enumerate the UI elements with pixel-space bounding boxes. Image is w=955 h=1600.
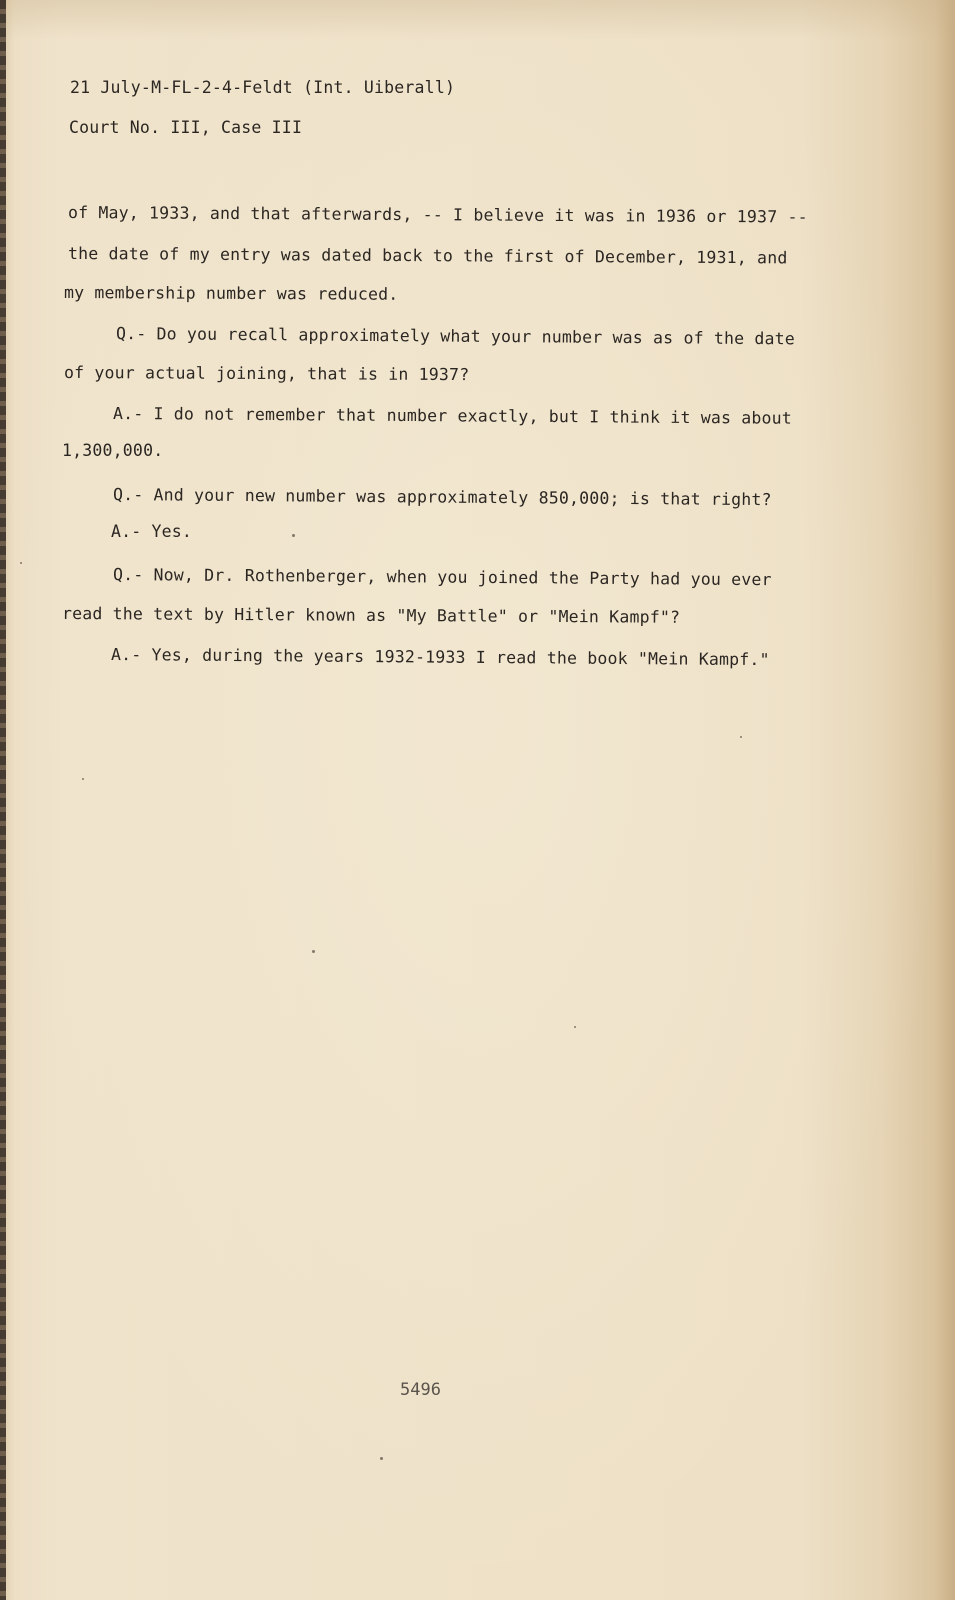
- answer-line: A.- I do not remember that number exactly, but I think it was about: [112, 404, 793, 428]
- paper-speck: [574, 1026, 576, 1028]
- question-line: Q.- And your new number was approximately 850,000; is that right?: [112, 485, 772, 510]
- header-line-1: 21 July-M-FL-2-4-Feldt (Int. Uiberall): [70, 78, 456, 97]
- question-line: Q.- Now, Dr. Rothenberger, when you joined the Party had you ever: [112, 565, 772, 590]
- answer-line: A.- Yes.: [111, 522, 193, 541]
- body-line: the date of my entry was dated back to the first of December, 1931, and: [67, 244, 788, 268]
- body-line: read the text by Hitler known as "My Battle" or "Mein Kampf"?: [61, 604, 681, 627]
- question-line: Q.- Do you recall approximately what your number was as of the date: [115, 324, 796, 349]
- paper-speck: [82, 778, 84, 780]
- body-line: of May, 1933, and that afterwards, -- I believe it was in 1936 or 1937 --: [67, 203, 808, 227]
- body-line: of your actual joining, that is in 1937?: [63, 363, 470, 385]
- body-line: my membership number was reduced.: [63, 283, 399, 304]
- paper-speck: [312, 950, 315, 953]
- page-number: 5496: [400, 1380, 441, 1400]
- header-line-2: Court No. III, Case III: [69, 118, 303, 137]
- paper-speck: [380, 1457, 383, 1460]
- body-line: 1,300,000.: [62, 441, 164, 460]
- paper-speck: [20, 562, 22, 564]
- answer-line: A.- Yes, during the years 1932-1933 I read the book "Mein Kampf.": [110, 645, 770, 670]
- paper-speck: [292, 534, 295, 537]
- paper-speck: [740, 736, 742, 738]
- binding-edge: [0, 0, 6, 1600]
